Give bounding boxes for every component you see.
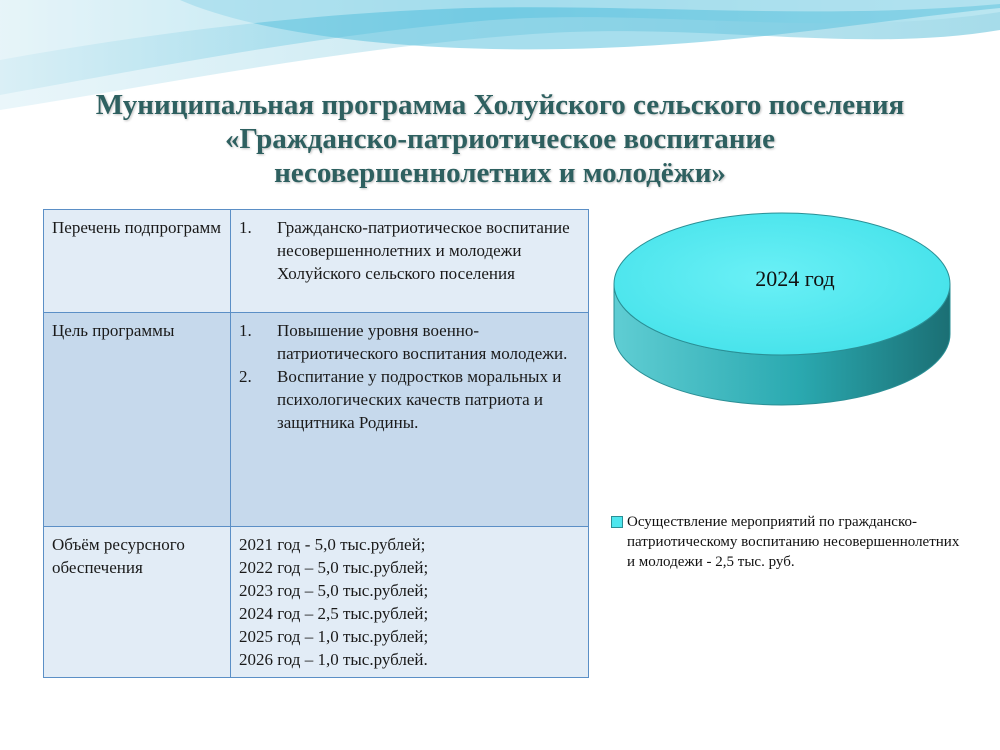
list-item: 1. Повышение уровня военно-патриотического воспитания молодежи. [239, 321, 568, 363]
resource-line: 2023 год – 5,0 тыс.рублей; [239, 581, 429, 600]
list-item: 1. Гражданско-патриотическое воспитание несовершеннолетних и молодежи Холуйского сельского поселения [239, 218, 570, 283]
program-info-table [43, 209, 589, 678]
subprograms-list [231, 210, 589, 313]
resource-line: 2025 год – 1,0 тыс.рублей; [239, 627, 429, 646]
title-line-2: «Гражданско-патриотическое воспитание [224, 123, 776, 155]
goal-list [231, 313, 589, 527]
chart-title: 2024 год [755, 266, 835, 291]
resource-line: 2026 год – 1,0 тыс.рублей. [239, 650, 428, 669]
list-item: 2. Воспитание у подростков моральных и психологических качеств патриота и защитника Родины. [239, 367, 562, 432]
legend-entry: Осуществление мероприятий по гражданско-патриотическому воспитанию несовершеннолетних и молодежи - 2,5 тыс. руб. [627, 514, 960, 570]
resource-line: 2024 год – 2,5 тыс.рублей; [239, 604, 429, 623]
page-title [0, 88, 1000, 190]
goal-label: Цель программы [44, 313, 231, 527]
subprograms-label: Перечень подпрограмм [44, 210, 231, 313]
table-row-subprograms [44, 210, 589, 313]
resource-line: 2022 год – 5,0 тыс.рублей; [239, 558, 429, 577]
table-row-goal [44, 313, 589, 527]
title-line-3: несовершеннолетних и молодёжи» [274, 157, 726, 189]
table-row-resources [44, 527, 589, 678]
legend-swatch [611, 516, 623, 528]
resources-list [231, 527, 589, 678]
title-line-1: Муниципальная программа Холуйского сельского поселения [95, 89, 905, 121]
pie-chart [610, 212, 955, 412]
resource-line: 2021 год - 5,0 тыс.рублей; [239, 535, 426, 554]
resources-label: Объём ресурсного обеспечения [44, 527, 231, 678]
chart-legend [611, 512, 966, 572]
